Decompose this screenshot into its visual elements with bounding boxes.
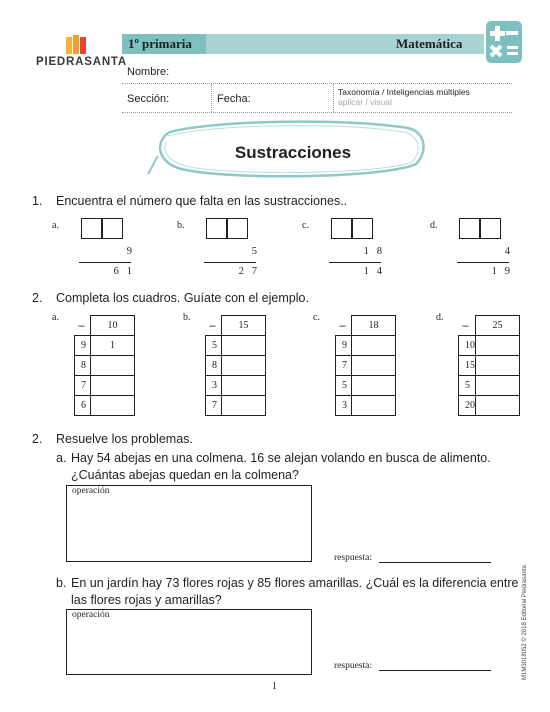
table-cell-value: 5 <box>336 376 352 396</box>
table-cell-value: 7 <box>336 356 352 376</box>
difference: 6 1 <box>113 266 132 277</box>
subtrahend: 9 <box>126 246 132 257</box>
grade-label: 1º primaria <box>128 36 192 51</box>
table-header-row <box>459 316 520 336</box>
table-cell-value: 9 <box>336 336 352 356</box>
operation-label: operación <box>72 486 110 496</box>
table-letter: d. <box>436 312 444 323</box>
result-line <box>79 262 131 263</box>
answer-label: respuesta: <box>334 661 372 671</box>
table-row <box>206 356 266 376</box>
table-cell-value: 3 <box>206 376 222 396</box>
table-cell-value: 5 <box>206 336 222 356</box>
section-instruction: Completa los cuadros. Guíate con el ejemplo. <box>56 291 309 305</box>
table-cell-value: 7 <box>206 396 222 416</box>
table-cell-answer[interactable] <box>222 396 266 416</box>
result-line <box>329 262 381 263</box>
section-instruction: Encuentra el número que falta en las sustracciones.. <box>56 194 348 208</box>
table-row <box>336 376 396 396</box>
table-cell-answer[interactable]: 1 <box>91 336 135 356</box>
table-cell-answer[interactable] <box>222 376 266 396</box>
table-cell-answer[interactable] <box>352 336 396 356</box>
taxonomy-label: Taxonomía / Inteligencias múltiples <box>338 87 470 97</box>
answer-line[interactable] <box>379 562 491 563</box>
name-label: Nombre: <box>127 66 170 78</box>
section-number: 2. <box>32 291 43 305</box>
table-cell-value: 8 <box>206 356 222 376</box>
page-number: 1 <box>272 681 277 692</box>
table-row <box>206 376 266 396</box>
table-header-value: 18 <box>352 316 396 336</box>
page-title: Sustracciones <box>234 143 352 162</box>
minus-sign: – <box>209 317 216 332</box>
answer-box[interactable] <box>480 218 501 239</box>
exercise-letter: d. <box>430 220 438 231</box>
table-header-row <box>75 316 135 336</box>
table-header-row <box>206 316 266 336</box>
table-cell-answer[interactable] <box>352 376 396 396</box>
table-cell-answer[interactable] <box>222 336 266 356</box>
table-row <box>206 396 266 416</box>
table-row <box>75 376 135 396</box>
difference: 1 4 <box>363 266 382 277</box>
minus-sign: – <box>339 317 346 332</box>
exercise-letter: c. <box>302 220 309 231</box>
section-number: 1. <box>32 194 43 208</box>
result-line <box>457 262 509 263</box>
operation-label: operación <box>72 610 110 620</box>
answer-box[interactable] <box>227 218 248 239</box>
problem-text: Hay 54 abejas en una colmena. 16 se alejan volando en busca de alimento. <box>71 451 491 465</box>
table-cell-answer[interactable] <box>352 356 396 376</box>
table-header-row <box>336 316 396 336</box>
answer-box[interactable] <box>459 218 480 239</box>
exercise-letter: b. <box>177 220 185 231</box>
subject-label: Matemática <box>396 36 463 51</box>
section-instruction: Resuelve los problemas. <box>56 432 193 446</box>
header-divider <box>122 83 512 84</box>
table-cell-value: 10 <box>459 336 476 356</box>
table-row <box>336 356 396 376</box>
table-cell-value: 6 <box>75 396 91 416</box>
date-label: Fecha: <box>217 93 251 105</box>
answer-label: respuesta: <box>334 553 372 563</box>
table-cell-value: 7 <box>75 376 91 396</box>
table-cell-answer[interactable] <box>222 356 266 376</box>
subtraction-table <box>74 315 135 416</box>
piedrasanta-logo-icon <box>64 34 88 56</box>
math-operations-icon <box>486 21 522 63</box>
table-cell-answer[interactable] <box>352 396 396 416</box>
table-row <box>206 336 266 356</box>
difference: 2 7 <box>238 266 257 277</box>
exercise-letter: a. <box>52 220 59 231</box>
table-header-value: 15 <box>222 316 266 336</box>
table-row <box>459 376 520 396</box>
table-row <box>75 336 135 356</box>
problem-text: las flores rojas y amarillas? <box>71 593 222 607</box>
table-cell-value: 5 <box>459 376 476 396</box>
section-number: 2. <box>32 432 43 446</box>
table-cell-value: 20 <box>459 396 476 416</box>
table-cell-answer[interactable] <box>91 356 135 376</box>
table-cell-value: 9 <box>75 336 91 356</box>
problem-text: ¿Cuántas abejas quedan en la colmena? <box>71 468 299 482</box>
header-divider <box>333 84 334 112</box>
table-header-value: 10 <box>91 316 135 336</box>
table-letter: c. <box>313 312 320 323</box>
table-row <box>459 336 520 356</box>
subtraction-table <box>335 315 396 416</box>
table-row <box>75 396 135 416</box>
problem-letter: a. <box>56 451 67 465</box>
table-cell-answer[interactable] <box>91 376 135 396</box>
table-letter: b. <box>183 312 191 323</box>
result-line <box>204 262 256 263</box>
difference: 1 9 <box>491 266 510 277</box>
subtrahend: 5 <box>251 246 257 257</box>
logo-text: PIEDRASANTA <box>36 56 128 68</box>
answer-box[interactable] <box>206 218 227 239</box>
table-row <box>75 356 135 376</box>
answer-line[interactable] <box>379 670 491 671</box>
table-row <box>459 356 520 376</box>
table-cell-value: 3 <box>336 396 352 416</box>
answer-box[interactable] <box>102 218 123 239</box>
section-label: Sección: <box>127 93 170 105</box>
subtrahend: 1 8 <box>363 246 382 257</box>
operation-box[interactable] <box>66 485 312 562</box>
answer-box[interactable] <box>81 218 102 239</box>
table-row <box>336 396 396 416</box>
copyright-code: M1M3018052 © 2018 Editorial Piedrasanta <box>522 565 528 680</box>
taxonomy-values: aplicar / visual <box>338 97 392 107</box>
answer-box[interactable] <box>352 218 373 239</box>
minus-sign: – <box>462 317 469 332</box>
table-row <box>459 396 520 416</box>
table-header-value: 25 <box>476 316 520 336</box>
problem-text: En un jardín hay 73 flores rojas y 85 flores amarillas. ¿Cuál es la diferencia entre <box>71 576 519 590</box>
table-cell-answer[interactable] <box>476 356 520 376</box>
subtrahend: 4 <box>504 246 510 257</box>
table-cell-value: 15 <box>459 356 476 376</box>
header-divider <box>122 112 512 113</box>
subtraction-table <box>458 315 520 416</box>
table-letter: a. <box>52 312 59 323</box>
minus-sign: – <box>78 317 85 332</box>
table-row <box>336 336 396 356</box>
table-cell-answer[interactable] <box>476 376 520 396</box>
header-divider <box>211 84 212 112</box>
table-cell-value: 8 <box>75 356 91 376</box>
table-cell-answer[interactable] <box>91 396 135 416</box>
table-cell-answer[interactable] <box>476 396 520 416</box>
table-cell-answer[interactable] <box>476 336 520 356</box>
subtraction-table <box>205 315 266 416</box>
problem-letter: b. <box>56 576 67 590</box>
answer-box[interactable] <box>331 218 352 239</box>
